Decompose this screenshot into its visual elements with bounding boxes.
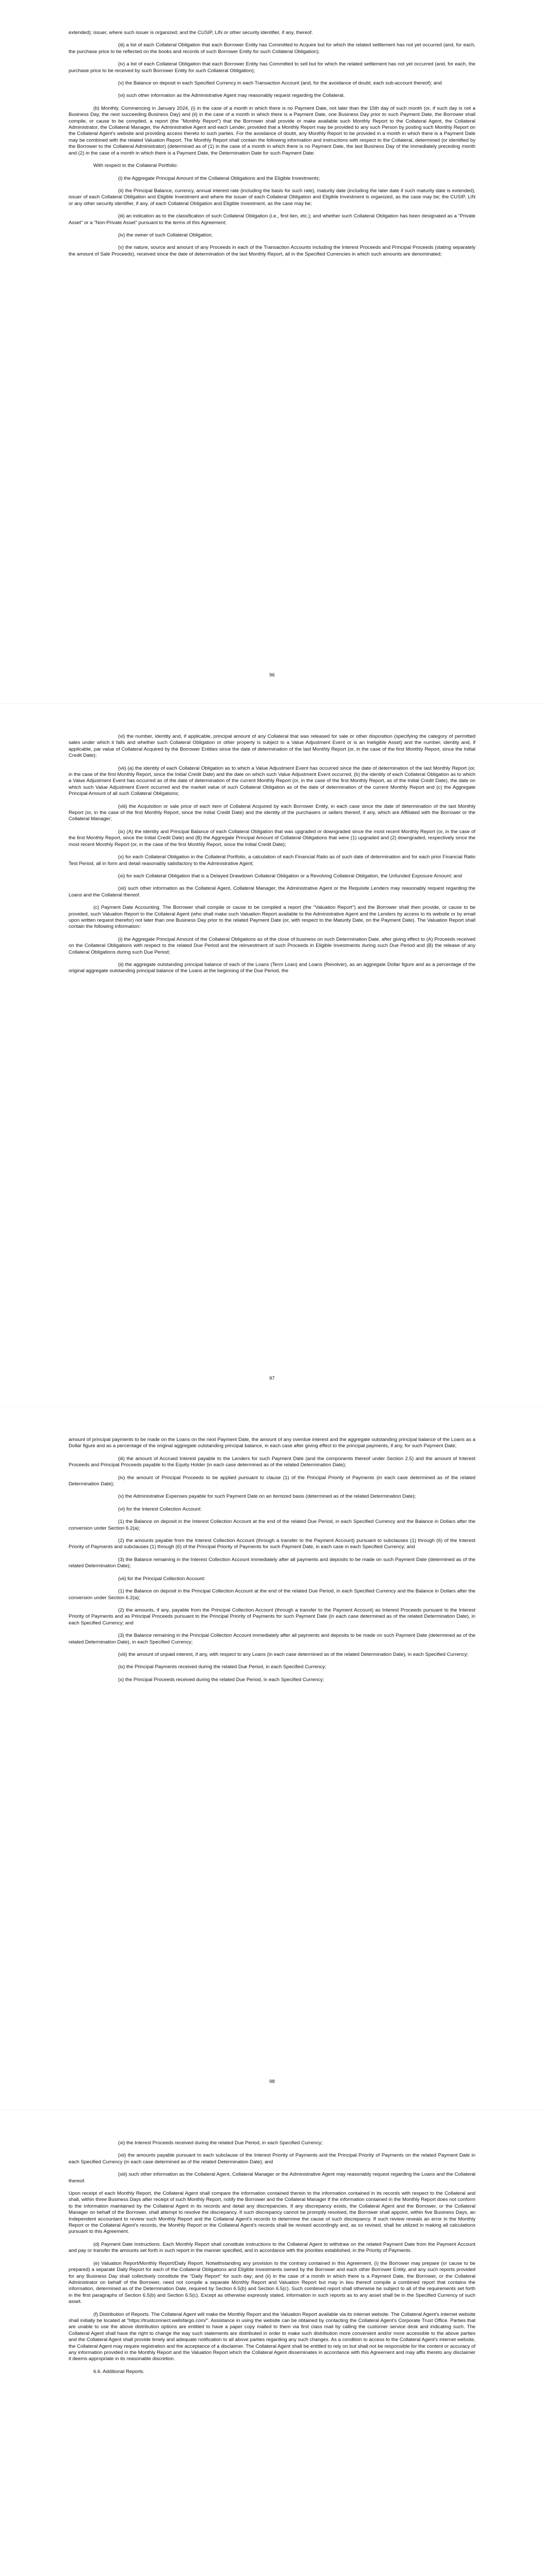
paragraph: (x) the Principal Proceeds received during the related Due Period, in each Specified Currency; bbox=[118, 1676, 324, 1683]
page-number: 97 bbox=[269, 1375, 275, 1381]
paragraph: (e) Valuation Report/Monthly Report/Daily Report. Notwithstanding any provision to the contrary contained in this Agreement, (i) the Borrower may prepare (or cause to be prepared) a separate Daily Report for each of the Collateral Obligations and Eligible Investments owned by the Borrower and each other Borrower Entity, and any such reports provided for any Business Day shall collectively constitute the "Daily Report" for such day; and (ii) in the case of a month in which there is a Payment Date, the Borrower, or the Collateral Administrator on behalf of the Borrower, need not compile a separate Monthly Report and Valuation Report but may in lieu thereof compile a combined report that contains the information, determined as of the Determination Date, required by Section 6.5(b) and Section 6.5(c). Such combined report shall otherwise be subject to all of the requirements set forth in the first paragraphs of Section 6.5(b) and Section 6.5(c). Except as otherwise expressly stated, information in such reports as to any asset shall be in the Specified Currency of such asset. bbox=[69, 2260, 475, 2305]
document-page bbox=[0, 0, 544, 703]
page-body bbox=[69, 1437, 475, 1683]
paragraph: (x) for each Collateral Obligation in the Collateral Portfolio, a calculation of each Financial Ratio as of such date of determination and for each prior Financial Ratio Test Period, all in form and detail reasonably satisfactory to the Administrative Agent; bbox=[69, 854, 475, 867]
paragraph: (viii) the amount of unpaid interest, if any, with respect to any Loans (in each case determined as of the related Determination Date), in each Specified Currency; bbox=[118, 1651, 469, 1657]
paragraph: (ii) the Principal Balance, currency, annual interest rate (including the basis for such rate), maturity date (including the later date if such maturity date is extended), issuer of each Collateral Obligation and Eligible Investment and where the issuer of each Collateral Obligation and Eligible Investment is organized, as the case may be; the CUSIP, LIN or any other security identifier, if any, of each Collateral Obligation and Eligible Investment, as the case may be; bbox=[69, 188, 475, 207]
paragraph: (2) the amounts payable from the Interest Collection Account (through a transfer to the Payment Account) pursuant to subclauses (1) through (6) of the Interest Priority of Payments and subclauses (1) through (6) of the Principal Priority of Payments for such Payment Date, in each case in each Specified Currency; and bbox=[69, 1538, 475, 1550]
paragraph: (v) the nature, source and amount of any Proceeds in each of the Transaction Accounts including the Interest Proceeds and Principal Proceeds (stating separately the amount of Sale Proceeds), received since the date of determination of the last Monthly Report, all in the Specified Currencies in which such amounts are denominated; bbox=[69, 245, 475, 257]
paragraph: (iv) the amount of Principal Proceeds to be applied pursuant to clause (1) of the Principal Priority of Payments (in each case determined as of the related Determination Date); bbox=[69, 1475, 475, 1487]
paragraph: (b) Monthly. Commencing in January 2024, (i) in the case of a month in which there is no Payment Date, not later than the 15th day of such month (or, if such day is not a Business Day, the next succeeding Business Day) and (ii) in the case of a month in which there is a Payment Date, one Business Day prior to such Payment Date, the Borrower shall compile, or cause to be compiled, a report (the "Monthly Report") that the Borrower shall provide or make available such Monthly Report to the Collateral Agent, the Collateral Administrator, the Collateral Manager, the Administrative Agent and each Lender, provided that a Monthly Report may be provided to any such Person by posting such Monthly Report on the Collateral Agent's website and providing access thereto to such parties. For the avoidance of doubt, any Monthly Report to be provided in a month in which there is a Payment Date may be combined with the related Valuation Report. The Monthly Report shall contain the following information and instructions with respect to the Collateral, determined (or identified by the Borrower to the Collateral Administrator) (determined as of (1) in the case of a month in which there is no Payment Date, the last Business Day of the immediately preceding month and (2) in the case of a month in which there is a Payment Date, the Determination Date for such Payment Date: bbox=[69, 105, 475, 156]
paragraph: With respect to the Collateral Portfolio: bbox=[93, 163, 178, 169]
paragraph: (xii) such other information as the Collateral Agent, Collateral Manager, the Administrative Agent or the Requisite Lenders may reasonably request regarding the Loans and the Collateral thereof. bbox=[69, 886, 475, 898]
page-body bbox=[69, 30, 475, 258]
paragraph: (viii) the Acquisition or sale price of each item of Collateral Acquired by each Borrower Entity, in each case since the date of determination of the last Monthly Report (or, in the case of the first Monthly Report, since the Initial Credit Date) and the identity of the purchasers or sellers thereof, if any, which are Affiliated with the Borrower or the Collateral Manager; bbox=[69, 803, 475, 822]
paragraph: (1) the Balance on deposit in the Principal Collection Account at the end of the related Due Period, in each Specified Currency and the Balance in Dollars after the conversion under Section 6.2(a); bbox=[69, 1588, 475, 1601]
paragraph: (vi) such other information as the Administrative Agent may reasonably request regarding the Collateral. bbox=[118, 93, 345, 99]
page-number: 98 bbox=[269, 2078, 275, 2084]
paragraph: (iii) a list of each Collateral Obligation that each Borrower Entity has Committed to Acquire but for which the related settlement has not yet occurred (and, for each, the purchase price to be reflected on the books and records of such Borrower Entity for such Collateral Obligation); bbox=[69, 42, 475, 55]
paragraph: (v) the Balance on deposit in each Specified Currency in each Transaction Account (and, for the avoidance of doubt, each sub-account thereof); and bbox=[118, 80, 442, 87]
paragraph: (vi) the number, identity and, if applicable, principal amount of any Collateral that was released for sale or other disposition (specifying the category of permitted sales under which it falls and whether such Collateral Obligation or other property is subject to a Value Adjustment Event or is an Ineligible Asset) and the number, identity and, if applicable, par value of Collateral Acquired by the Borrower Entities since the date of determination of the last Monthly Report (or, in the case of the first Monthly Report, since the Initial Credit Date); bbox=[69, 734, 475, 759]
paragraph: (iv) a list of each Collateral Obligation that each Borrower Entity has Committed to sell but for which the related settlement has not yet occurred (and, for each, the purchase price to be received by such Borrower Entity for such Collateral Obligation); bbox=[69, 61, 475, 74]
paragraph: (iii) an indication as to the classification of such Collateral Obligation (i.e., first lien, etc.); and whether such Collateral Obligation has been designated as a "Private Asset" or a "Non-Private Asset" pursuant to the terms of this Agreement; bbox=[69, 213, 475, 226]
paragraph: (ii) the aggregate outstanding principal balance of each of the Loans (Term Loan) and Loans (Revolver), as an aggregate Dollar figure and as a percentage of the original aggregate outstanding principal balance of the Loans at the beginning of the Due Period, the bbox=[69, 961, 475, 974]
paragraph: (1) the Balance on deposit in the Interest Collection Account at the end of the related Due Period, in each Specified Currency and the Balance in Dollars after the conversion under Section 6.2(a); bbox=[69, 1519, 475, 1531]
paragraph: amount of principal payments to be made on the Loans on the next Payment Date, the amount of any overdue interest and the aggregate outstanding principal balance of the Loans as a Dollar figure and as a percentage of the original aggregate outstanding principal balance, in each case after giving effect to the principal payments, if any, for such Payment Date; bbox=[69, 1437, 475, 1449]
paragraph: (i) the Aggregate Principal Amount of the Collateral Obligations and the Eligible Investments; bbox=[118, 175, 320, 181]
paragraph: (vii) (a) the identity of each Collateral Obligation as to which a Value Adjustment Event has occurred since the date of determination of the last Monthly Report (or, in the case of the first Monthly Report, since the Initial Credit Date) and the date on which such Value Adjustment Event occurred, (b) the identity of each Collateral Obligation as to which a Value Adjustment Event has occurred as of the date of determination of the current Monthly Report (or, in the case of the first Monthly Report, as of the Initial Credit Date), the date on which such Value Adjustment Event occurred and the market value of such Collateral Obligation as of the date of determination of the current Monthly Report and (c) the Aggregate Principal Amount of all such Collateral Obligations; bbox=[69, 765, 475, 797]
document-page bbox=[0, 1406, 544, 2110]
paragraph: (f) Distribution of Reports. The Collateral Agent will make the Monthly Report and the Valuation Report available via its internet website. The Collateral Agent's internet website shall initially be located at "https://trustconnect.wellsfargo.com/". Assistance in using the website can be obtained by contacting the Collateral Agent's Corporate Trust Office. Parties that are unable to use the above distribution options are entitled to have a paper copy mailed to them via first class mail by calling the customer service desk and indicating such. The Collateral Agent shall have the right to change the way such statements are distributed in order to make such distribution more convenient and/or more accessible to the above parties and the Collateral Agent shall provide timely and adequate notification to all above parties regarding any such changes. As a condition to access to the Collateral Agent's internet website, the Collateral Agent may require registration and the acceptance of a disclaimer. The Collateral Agent shall be entitled to rely on but shall not be responsible for the content or accuracy of any information provided in the Monthly Report and the Valuation Report which the Collateral Agent disseminates in accordance with this Agreement and may affix thereto any disclaimer it deems appropriate in its reasonable discretion. bbox=[69, 2311, 475, 2362]
paragraph: Upon receipt of each Monthly Report, the Collateral Agent shall compare the information contained therein to the information contained in its records with respect to the Collateral and shall, within three Business Days after receipt of such Monthly Report, notify the Borrower and the Collateral Manager if the information contained in the Monthly Report does not conform to the information maintained by the Collateral Agent in its records and detail any discrepancies. If any discrepancy exists, the Collateral Agent and the Borrower, or the Collateral Manager on behalf of the Borrower, shall attempt to resolve the discrepancy. If such discrepancy cannot be promptly resolved, the Borrower shall appoint, within five Business Days, an Independent accountant to review such Monthly Report and the Collateral Agent's records to determine the cause of such discrepancy. If such review reveals an error in the Monthly Report or the Collateral Agent's records, the Monthly Report or the Collateral Agent's records shall be revised accordingly and, as so revised, shall be utilized in making all calculations pursuant to this Agreement. bbox=[69, 2191, 475, 2235]
paragraph: (d) Payment Date Instructions. Each Monthly Report shall constitute instructions to the Collateral Agent to withdraw on the related Payment Date from the Payment Account and pay or transfer the amounts set forth in such report in the manner specified, and in accordance with the priorities established, in the Priority of Payments. bbox=[69, 2241, 475, 2254]
page-body bbox=[69, 734, 475, 975]
paragraph: (2) the amounts, if any, payable from the Principal Collection Account (through a transfer to the Payment Account) as Interest Proceeds pursuant to the Interest Priority of Payments and as Principal Proceeds pursuant to the Principal Priority of Payments for such Payment Date (in each case determined as of the related Determination Date), in each Specified Currency; and bbox=[69, 1607, 475, 1626]
paragraph: (iii) the amount of Accrued Interest payable to the Lenders for such Payment Date (and the components thereof under Section 2.5) and the amount of Interest Proceeds and Principal Proceeds payable to the Equity Holder (in each case determined as of the related Determination Date); bbox=[69, 1455, 475, 1468]
paragraph: (3) the Balance remaining in the Interest Collection Account immediately after all payments and deposits to be made on such Payment Date (determined as of the related Determination Date); bbox=[69, 1556, 475, 1569]
paragraph: (vii) for the Principal Collection Account: bbox=[118, 1575, 206, 1582]
paragraph: (ix) (A) the identity and Principal Balance of each Collateral Obligation that was upgraded or downgraded since the most recent Monthly Report (or, in the case of the first Monthly Report, since the Initial Credit Date) and (B) the Aggregate Principal Amount of Collateral Obligations that were (1) upgraded and (2) downgraded, respectively since the most recent Monthly Report (or, in the case of the first Monthly Report, since the Initial Credit Date); bbox=[69, 828, 475, 848]
paragraph: (i) the Aggregate Principal Amount of the Collateral Obligations as of the close of business on such Determination Date, after giving effect to (A) Proceeds received on the Collateral Obligations with respect to the related Due Period and the reinvestment of such Proceeds in Eligible Investments during such Due Period and (B) the release of any Collateral Obligations during such Due Period; bbox=[69, 936, 475, 955]
document-page bbox=[0, 2110, 544, 2576]
paragraph: (xi) the Interest Proceeds received during the related Due Period, in each Specified Currency; bbox=[118, 2140, 323, 2146]
paragraph: (v) the Administrative Expenses payable for such Payment Date on an itemized basis (determined as of the related Determination Date); bbox=[118, 1494, 416, 1500]
paragraph: (xii) the amounts payable pursuant to each subclause of the Interest Priority of Payments and the Principal Priority of Payments on the related Payment Date in each Specified Currency (in each case determined as of the related Determination Date); and bbox=[69, 2153, 475, 2165]
document-page bbox=[0, 703, 544, 1406]
paragraph: (vi) for the Interest Collection Account: bbox=[118, 1506, 202, 1512]
paragraph: (xi) for each Collateral Obligation that is a Delayed Drawdown Collateral Obligation or a Revolving Collateral Obligation, the Unfunded Exposure Amount; and bbox=[118, 873, 462, 879]
paragraph: (c) Payment Date Accounting. The Borrower shall compile or cause to be compiled a report (the "Valuation Report") and the Borrower shall then provide, or cause to be provided, such Valuation Report to the Collateral Agent (who shall make such Valuation Report available to the Administrative Agent and the Lenders by access to its website or by email upon written request therefor) not later than one Business Day prior to the related Payment Date (or, with respect to the Maturity Date, on the Payment Date). The Valuation Report shall contain the following information: bbox=[69, 905, 475, 930]
paragraph: extended); issuer, where such issuer is organized; and the CUSIP, LIN or other security identifier, if any, thereof. bbox=[69, 30, 313, 36]
page-body bbox=[69, 2140, 475, 2375]
paragraph: (3) the Balance remaining in the Principal Collection Account immediately after all payments and deposits to be made on such Payment Date (determined as of the related Determination Date), in each Specified Currency; bbox=[69, 1633, 475, 1645]
paragraph: 6.6. Additional Reports. bbox=[93, 2368, 145, 2375]
paragraph: (ix) the Principal Payments received during the related Due Period, in each Specified Currency; bbox=[118, 1664, 326, 1670]
paragraph: (xiii) such other information as the Collateral Agent, Collateral Manager or the Administrative Agent may reasonably request regarding the Loans and the Collateral thereof. bbox=[69, 2172, 475, 2184]
page-number: 96 bbox=[269, 672, 275, 678]
paragraph: (iv) the owner of such Collateral Obligation; bbox=[118, 232, 213, 238]
